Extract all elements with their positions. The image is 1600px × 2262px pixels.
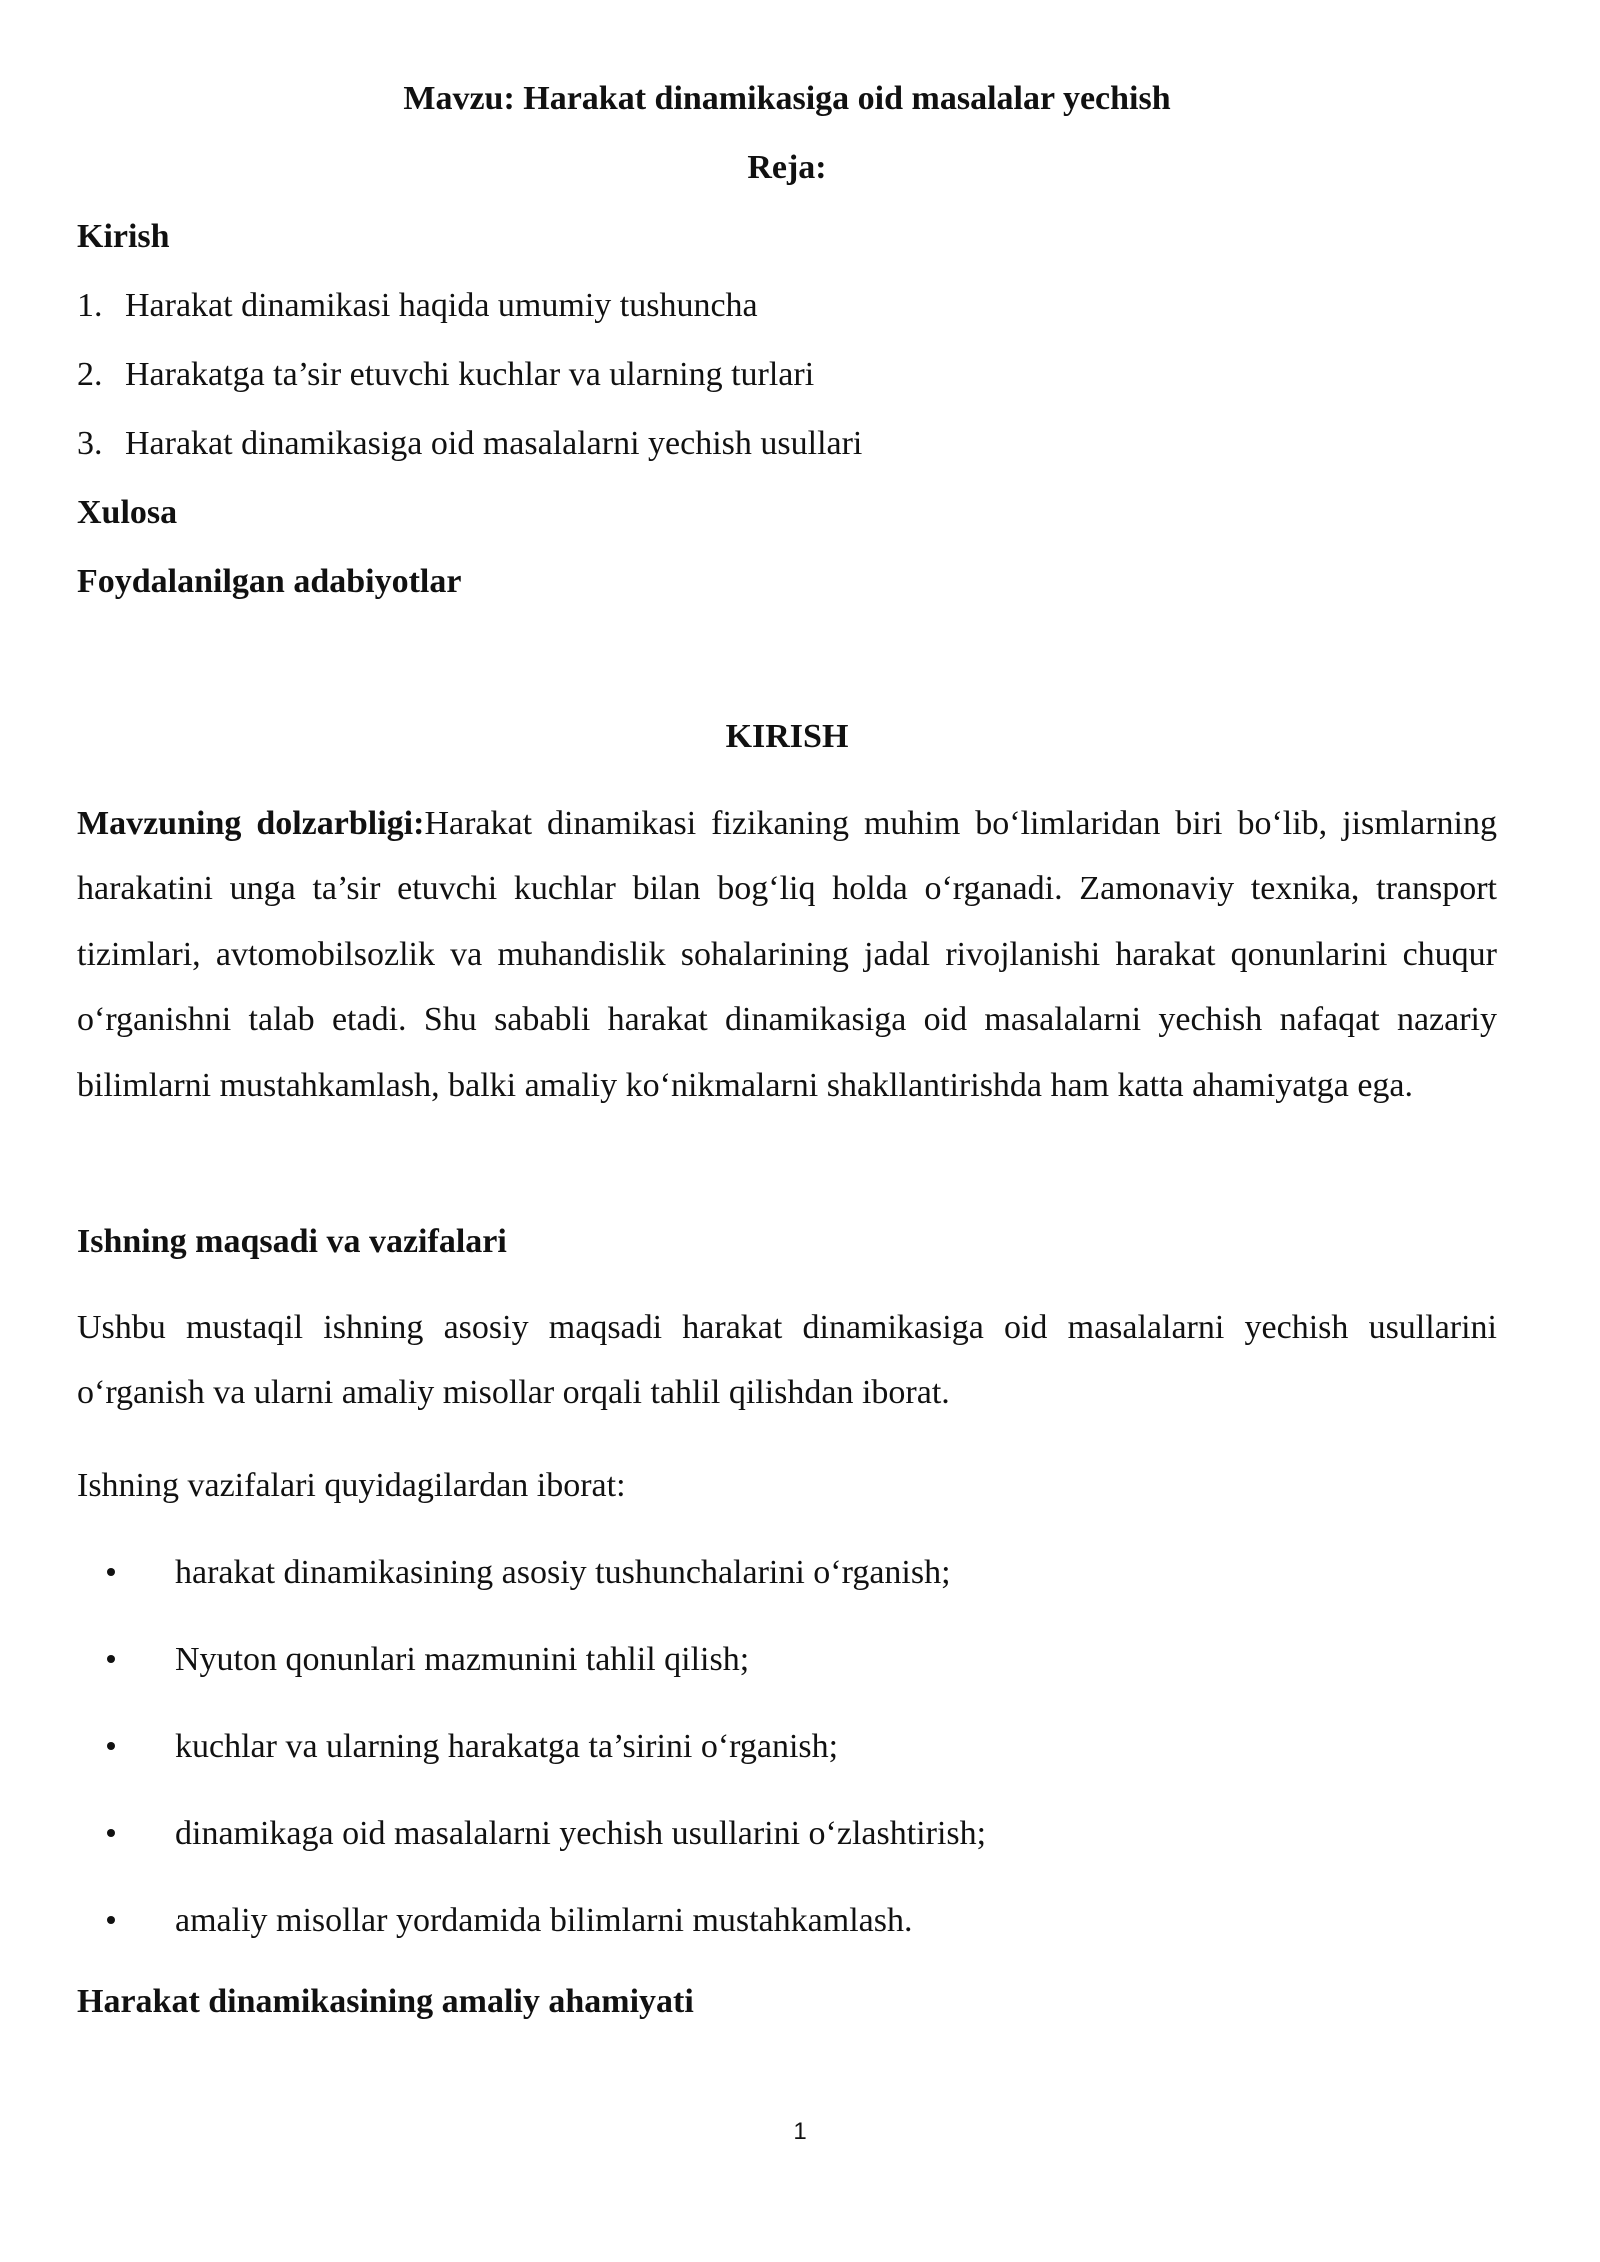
plan-item-number: 1. <box>77 287 103 324</box>
plan-item <box>77 286 758 326</box>
plan-intro: Kirish <box>77 218 170 255</box>
plan-item-text: Harakatga ta’sir etuvchi kuchlar va ularning turlari <box>125 356 815 393</box>
task-list-item <box>77 1640 749 1680</box>
relevance-paragraph <box>77 791 1497 1118</box>
task-text: amaliy misollar yordamida bilimlarni mustahkamlash. <box>175 1902 913 1939</box>
bullet-icon <box>77 1727 175 1767</box>
goals-heading: Ishning maqsadi va vazifalari <box>77 1223 507 1260</box>
bullet-icon <box>77 1901 175 1941</box>
task-list-item <box>77 1814 986 1854</box>
plan-conclusion: Xulosa <box>77 494 178 531</box>
relevance-label: Mavzuning dolzarbligi: <box>77 805 425 842</box>
goals-paragraph: Ushbu mustaqil ishning asosiy maqsadi harakat dinamikasiga oid masalalarni yechish usullarini o‘rganish va ularni amaliy misollar orqali tahlil qilishdan iborat. <box>77 1309 1497 1412</box>
plan-heading: Reja: <box>747 149 827 186</box>
document-title: Mavzu: Harakat dinamikasiga oid masalalar yechish <box>403 80 1171 117</box>
task-text: harakat dinamikasining asosiy tushunchalarini o‘rganish; <box>175 1554 951 1591</box>
task-list-item <box>77 1553 951 1593</box>
task-text: kuchlar va ularning harakatga ta’sirini o‘rganish; <box>175 1728 839 1765</box>
plan-item-text: Harakat dinamikasiga oid masalalarni yechish usullari <box>125 425 863 462</box>
plan-item-number: 2. <box>77 356 103 393</box>
page-number: 1 <box>793 2118 807 2145</box>
task-text: Nyuton qonunlari mazmunini tahlil qilish; <box>175 1641 750 1678</box>
bullet-icon <box>77 1553 175 1593</box>
plan-item-number: 3. <box>77 425 103 462</box>
tasks-intro: Ishning vazifalari quyidagilardan iborat: <box>77 1467 626 1504</box>
plan-item <box>77 424 862 464</box>
task-list-item <box>77 1901 912 1941</box>
bullet-icon <box>77 1814 175 1854</box>
plan-item <box>77 355 814 395</box>
bullet-icon <box>77 1640 175 1680</box>
plan-references: Foydalanilgan adabiyotlar <box>77 563 462 600</box>
relevance-text: Harakat dinamikasi fizikaning muhim bo‘limlaridan biri bo‘lib, jismlarning harakatini unga ta’sir etuvchi kuchlar bilan bog‘liq holda o‘rganadi. Zamonaviy texnika, transport tizimlari, avtomobilsozlik va muhandislik sohalarining jadal rivojlanishi harakat qonunlarini chuqur o‘rganishni talab etadi. Shu sababli harakat dinamikasiga oid masalalarni yechish nafaqat nazariy bilimlarni mustahkamlash, balki amaliy ko‘nikmalarni shakllantirishda ham katta ahamiyatga ega. <box>77 805 1498 1104</box>
task-list-item <box>77 1727 838 1767</box>
task-text: dinamikaga oid masalalarni yechish usullarini o‘zlashtirish; <box>175 1815 987 1852</box>
document-page <box>77 0 1497 2262</box>
intro-heading: KIRISH <box>725 718 849 755</box>
plan-item-text: Harakat dinamikasi haqida umumiy tushuncha <box>125 287 758 324</box>
practical-heading: Harakat dinamikasining amaliy ahamiyati <box>77 1983 694 2020</box>
